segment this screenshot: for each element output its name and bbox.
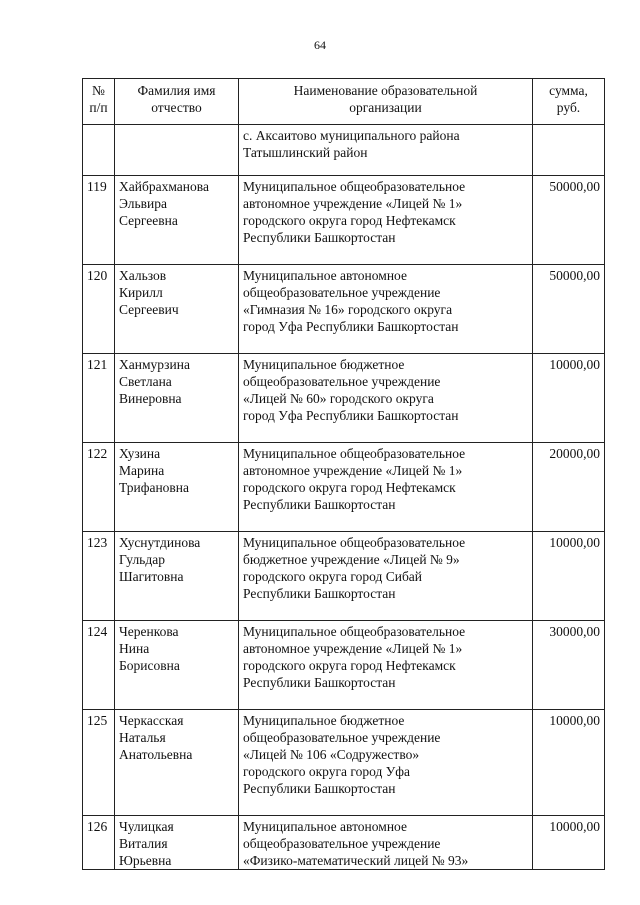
name-line: Анатольевна (119, 747, 193, 762)
cell-number: 126 (83, 816, 115, 870)
name-line: Виталия (119, 836, 168, 851)
organization-line: автономное учреждение «Лицей № 1» (243, 196, 463, 211)
cell-name (115, 621, 239, 710)
table-header-row (83, 79, 605, 125)
name-line: Наталья (119, 730, 166, 745)
organization-line: городского округа город Нефтекамск (243, 658, 456, 673)
cell-sum: 30000,00 (533, 621, 605, 710)
name-line: Чулицкая (119, 819, 174, 834)
name-line: Шагитовна (119, 569, 184, 584)
organization-line: «Физико-математический лицей № 93» (243, 853, 469, 868)
cell-number: 123 (83, 532, 115, 621)
cell-organization (239, 176, 533, 265)
name-line: Хальзов (119, 268, 167, 283)
organization-line: Муниципальное общеобразовательное (243, 446, 466, 461)
cell-number (83, 125, 115, 176)
cell-sum: 10000,00 (533, 354, 605, 443)
name-line: Черкасская (119, 713, 184, 728)
cell-name (115, 816, 239, 870)
name-line: Винеровна (119, 391, 182, 406)
table-row (83, 176, 605, 265)
organization-line: общеобразовательное учреждение (243, 836, 441, 851)
name-line: Эльвира (119, 196, 167, 211)
table-row (83, 443, 605, 532)
page-number: 64 (314, 38, 326, 52)
organization-line: автономное учреждение «Лицей № 1» (243, 641, 463, 656)
cell-name (115, 265, 239, 354)
organization-line: Муниципальное общеобразовательное (243, 624, 466, 639)
cell-name (115, 443, 239, 532)
cell-number: 122 (83, 443, 115, 532)
cell-name (115, 125, 239, 176)
organization-line: городского округа город Сибай (243, 569, 423, 584)
column-header-number: № п/п (83, 79, 115, 125)
organization-line: Республики Башкортостан (243, 586, 396, 601)
organization-line: «Лицей № 106 «Содружество» (243, 747, 420, 762)
organization-line: «Гимназия № 16» городского округа (243, 302, 453, 317)
name-line: Сергеевна (119, 213, 178, 228)
name-line: Сергеевич (119, 302, 179, 317)
column-header-name: Фамилия имя отчество (115, 79, 239, 125)
column-header-sum: сумма, руб. (533, 79, 605, 125)
name-line: Ханмурзина (119, 357, 190, 372)
cell-number: 119 (83, 176, 115, 265)
name-line: Хайбрахманова (119, 179, 209, 194)
organization-line: городского округа город Нефтекамск (243, 480, 456, 495)
table-row (83, 621, 605, 710)
cell-sum: 10000,00 (533, 816, 605, 870)
cell-number: 124 (83, 621, 115, 710)
organization-line: Республики Башкортостан (243, 230, 396, 245)
table-row (83, 816, 605, 870)
cell-name (115, 710, 239, 816)
organization-line: Республики Башкортостан (243, 497, 396, 512)
organization-line: Муниципальное бюджетное (243, 357, 405, 372)
organization-line: городского округа город Уфа (243, 764, 411, 779)
cell-organization (239, 354, 533, 443)
recipients-table (82, 78, 605, 870)
organization-line: Муниципальное общеобразовательное (243, 535, 466, 550)
organization-line: Муниципальное автономное (243, 819, 407, 834)
cell-sum: 50000,00 (533, 176, 605, 265)
organization-line: Муниципальное бюджетное (243, 713, 405, 728)
name-line: Гульдар (119, 552, 165, 567)
organization-line: общеобразовательное учреждение (243, 730, 441, 745)
organization-line: Республики Башкортостан (243, 675, 396, 690)
table-row-continuation (83, 125, 605, 176)
table-row (83, 354, 605, 443)
table-row (83, 532, 605, 621)
cell-organization (239, 816, 533, 870)
cell-number: 125 (83, 710, 115, 816)
cell-number: 121 (83, 354, 115, 443)
name-line: Кирилл (119, 285, 163, 300)
organization-line: Муниципальное автономное (243, 268, 407, 283)
organization-line: Муниципальное общеобразовательное (243, 179, 466, 194)
organization-line: город Уфа Республики Башкортостан (243, 319, 459, 334)
cell-name (115, 532, 239, 621)
name-line: Черенкова (119, 624, 179, 639)
cell-organization (239, 532, 533, 621)
cell-organization: с. Аксаитово муниципального района Татышлинский район (239, 125, 533, 176)
organization-line: Республики Башкортостан (243, 781, 396, 796)
table-row (83, 265, 605, 354)
cell-sum (533, 125, 605, 176)
organization-line: автономное учреждение «Лицей № 1» (243, 463, 463, 478)
name-line: Марина (119, 463, 165, 478)
cell-organization (239, 621, 533, 710)
cell-sum: 10000,00 (533, 710, 605, 816)
name-line: Светлана (119, 374, 172, 389)
organization-line: общеобразовательное учреждение (243, 285, 441, 300)
cell-name (115, 176, 239, 265)
table-row (83, 710, 605, 816)
name-line: Хузина (119, 446, 161, 461)
cell-number: 120 (83, 265, 115, 354)
organization-line: город Уфа Республики Башкортостан (243, 408, 459, 423)
organization-line: «Лицей № 60» городского округа (243, 391, 434, 406)
name-line: Трифановна (119, 480, 190, 495)
organization-line: городского округа город Нефтекамск (243, 213, 456, 228)
cell-sum: 50000,00 (533, 265, 605, 354)
cell-organization (239, 265, 533, 354)
name-line: Борисовна (119, 658, 180, 673)
cell-organization (239, 710, 533, 816)
cell-organization (239, 443, 533, 532)
name-line: Нина (119, 641, 150, 656)
column-header-organization: Наименование образовательной организации (239, 79, 533, 125)
cell-name (115, 354, 239, 443)
name-line: Хуснутдинова (119, 535, 201, 550)
organization-line: бюджетное учреждение «Лицей № 9» (243, 552, 460, 567)
name-line: Юрьевна (119, 853, 172, 868)
cell-sum: 10000,00 (533, 532, 605, 621)
organization-line: общеобразовательное учреждение (243, 374, 441, 389)
cell-sum: 20000,00 (533, 443, 605, 532)
